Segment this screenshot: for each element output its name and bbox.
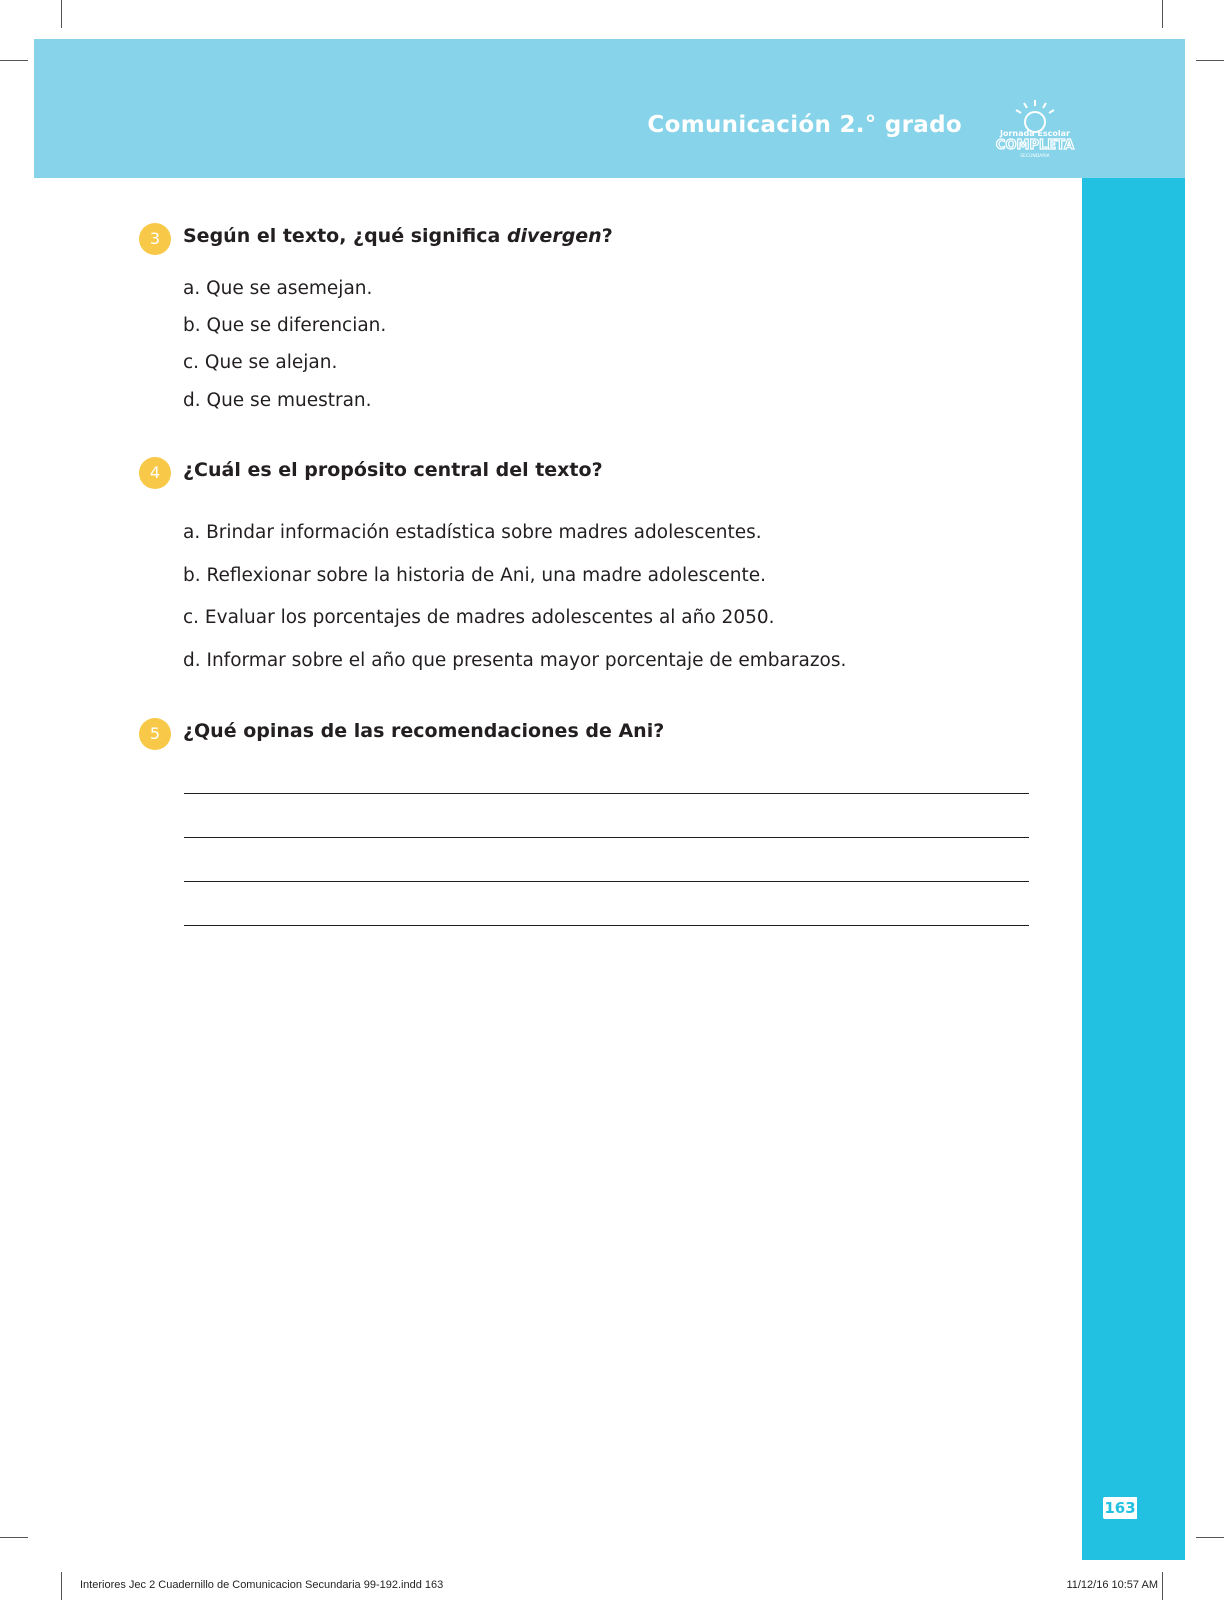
question-4-option-d: d. Informar sobre el año que presenta mayor porcentaje de embarazos. (183, 650, 847, 671)
question-3-option-d: d. Que se muestran. (183, 390, 372, 411)
question-5-text: ¿Qué opinas de las recomendaciones de Ani? (183, 720, 665, 742)
logo-line2: COMPLETA (995, 138, 1075, 153)
answer-line[interactable] (184, 837, 1029, 838)
logo-line3: SECUNDARIA (1020, 154, 1050, 159)
crop-mark (1196, 60, 1224, 61)
page-title: Comunicación 2.° grado (647, 112, 962, 138)
jornada-escolar-logo (994, 98, 1076, 160)
footer-file-info: Interiores Jec 2 Cuadernillo de Comunicacion Secundaria 99-192.indd 163 (80, 1579, 444, 1591)
footer-timestamp: 11/12/16 10:57 AM (1066, 1579, 1158, 1591)
question-3-option-b: b. Que se diferencian. (183, 315, 387, 336)
question-4-text: ¿Cuál es el propósito central del texto? (183, 459, 603, 481)
crop-mark (1196, 1537, 1224, 1538)
question-number-badge: 4 (139, 457, 171, 489)
side-band (1082, 178, 1185, 1560)
answer-line[interactable] (184, 881, 1029, 882)
question-4-option-a: a. Brindar información estadística sobre madres adolescentes. (183, 522, 762, 543)
sun-icon (1016, 100, 1054, 132)
question-4-option-c: c. Evaluar los porcentajes de madres adolescentes al año 2050. (183, 607, 775, 628)
crop-mark (1162, 0, 1163, 28)
answer-line[interactable] (184, 925, 1029, 926)
question-number-badge: 3 (139, 223, 171, 255)
question-3-option-a: a. Que se asemejan. (183, 278, 373, 299)
crop-mark (1162, 1572, 1163, 1600)
question-3-text: Según el texto, ¿qué significa divergen? (183, 225, 613, 247)
answer-line[interactable] (184, 793, 1029, 794)
logo-line1: Jornada Escolar (1000, 129, 1070, 138)
page-number: 163 (1104, 1499, 1136, 1517)
crop-mark (61, 0, 62, 28)
question-3-option-c: c. Que se alejan. (183, 352, 338, 373)
question-4-option-b: b. Reflexionar sobre la historia de Ani, una madre adolescente. (183, 565, 767, 586)
crop-mark (61, 1572, 62, 1600)
crop-mark (0, 60, 28, 61)
crop-mark (0, 1537, 28, 1538)
question-number-badge: 5 (139, 718, 171, 750)
